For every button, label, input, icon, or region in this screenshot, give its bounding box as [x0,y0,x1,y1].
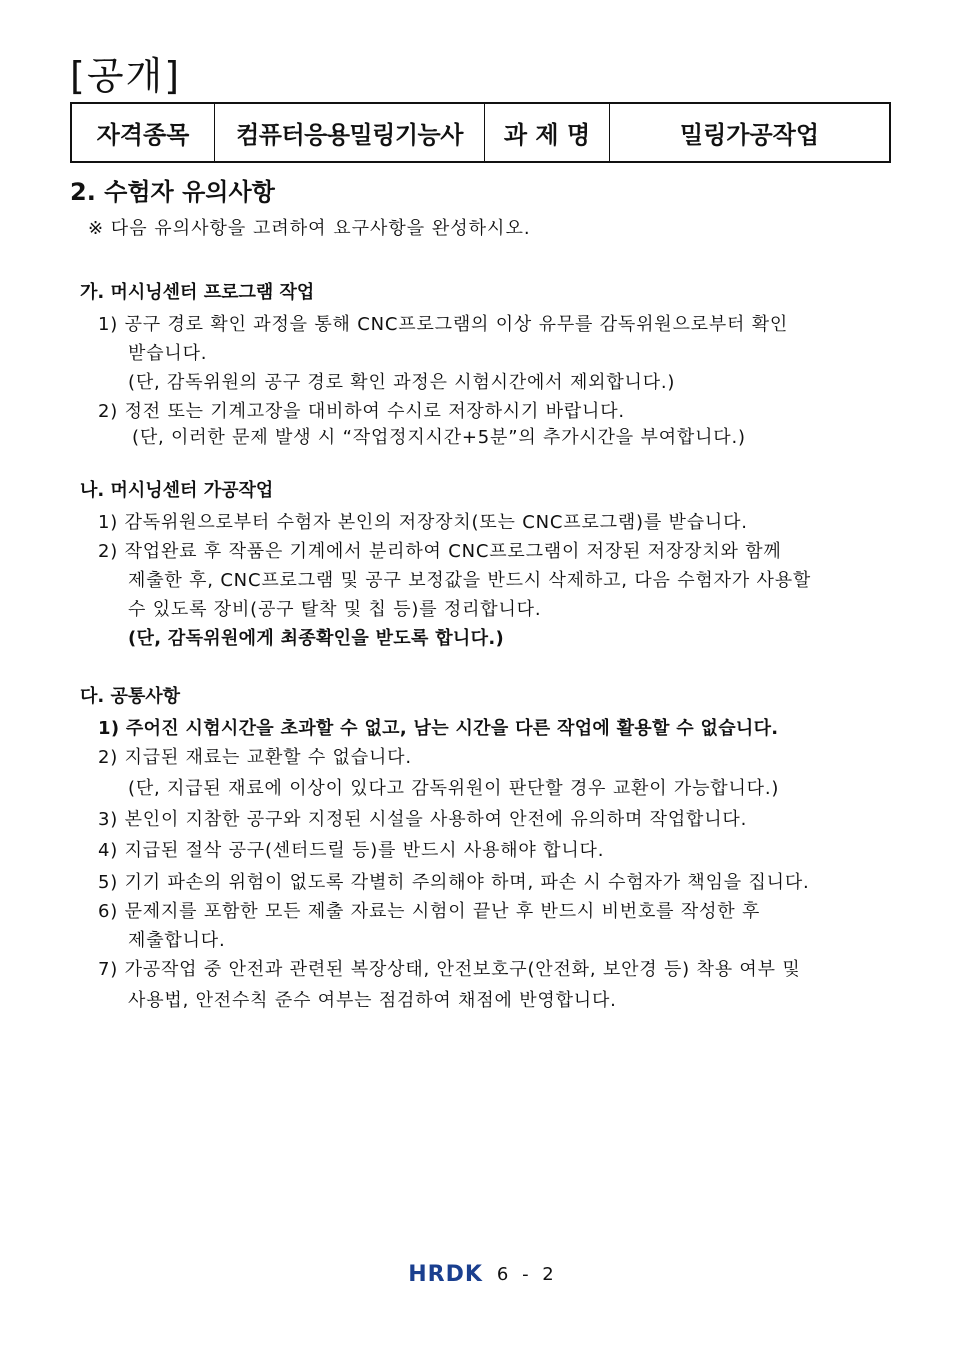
subsection-na-title: 나. 머시닝센터 가공작업 [80,480,274,501]
ga-item-2: 2) 정전 또는 기계고장을 대비하여 수시로 저장하시기 바랍니다. [98,401,625,422]
da-item-1: 1) 주어진 시험시간을 초과할 수 없고, 남는 시간을 다른 작업에 활용할 수 없습니다. [98,718,779,739]
da-item-6: 6) 문제지를 포함한 모든 제출 자료는 시험이 끝난 후 반드시 비번호를 작성한 후 [98,901,761,922]
da-item-2-note: (단, 지급된 재료에 이상이 있다고 감독위원이 판단할 경우 교환이 가능합니다.) [128,778,780,799]
subsection-ga-title: 가. 머시닝센터 프로그램 작업 [80,282,315,303]
da-item-3: 3) 본인이 지참한 공구와 지정된 시설을 사용하여 안전에 유의하며 작업합니다. [98,809,748,830]
hrdk-logo: HRDK [408,1262,483,1287]
qualification-value: 컴퓨터응용밀링기능사 [215,104,485,161]
section-note: ※ 다음 유의사항을 고려하여 요구사항을 완성하시오. [88,218,531,239]
section-title: 2. 수험자 유의사항 [70,178,275,206]
ga-item-1-note: (단, 감독위원의 공구 경로 확인 과정은 시험시간에서 제외합니다.) [128,372,676,393]
na-item-2: 2) 작업완료 후 작품은 기계에서 분리하여 CNC프로그램이 저장된 저장장치와 함께 [98,541,782,562]
qualification-label: 자격종목 [72,104,215,161]
ga-item-1-cont: 받습니다. [128,343,208,364]
na-item-2-note: (단, 감독위원에게 최종확인을 받도록 합니다.) [128,628,504,649]
na-item-2-cont-2: 수 있도록 장비(공구 탈착 및 칩 등)를 정리합니다. [128,599,542,620]
da-item-6-cont: 제출합니다. [128,930,226,951]
task-name-label: 과 제 명 [485,104,610,161]
subsection-da-title: 다. 공통사항 [80,686,181,707]
page-footer [0,1262,966,1287]
da-item-4: 4) 지급된 절삭 공구(센터드릴 등)를 반드시 사용해야 합니다. [98,840,605,861]
ga-item-1: 1) 공구 경로 확인 과정을 통해 CNC프로그램의 이상 유무를 감독위원으로부터 확인 [98,314,789,335]
task-name-value: 밀링가공작업 [679,121,820,149]
da-item-7-cont: 사용법, 안전수칙 준수 여부는 점검하여 채점에 반영합니다. [128,990,617,1011]
ga-item-2-note: (단, 이러한 문제 발생 시 “작업정지시간+5분”의 추가시간을 부여합니다.) [132,427,746,448]
exam-info-table [70,102,891,163]
da-item-5: 5) 기기 파손의 위험이 없도록 각별히 주의해야 하며, 파손 시 수험자가 책임을 집니다. [98,872,810,893]
na-item-1: 1) 감독위원으로부터 수험자 본인의 저장장치(또는 CNC프로그램)를 받습니다. [98,512,748,533]
na-item-2-cont-1: 제출한 후, CNC프로그램 및 공구 보정값을 반드시 삭제하고, 다음 수험자가 사용할 [128,570,812,591]
da-item-7: 7) 가공작업 중 안전과 관련된 복장상태, 안전보호구(안전화, 보안경 등) 착용 여부 및 [98,959,801,980]
da-item-2: 2) 지급된 재료는 교환할 수 없습니다. [98,747,412,768]
disclosure-badge: [공개] [70,54,182,98]
page-number: 6 - 2 [496,1264,558,1285]
